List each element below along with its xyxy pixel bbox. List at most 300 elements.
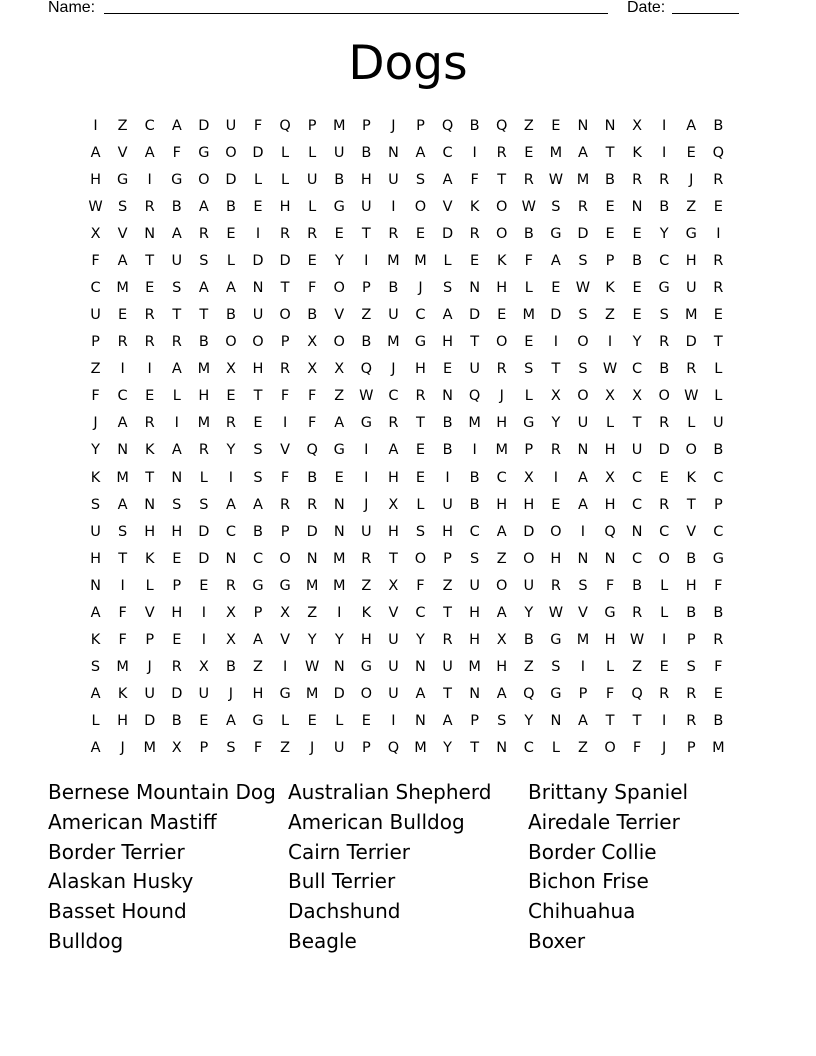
grid-letter: T — [443, 604, 452, 621]
grid-letter: E — [415, 442, 426, 459]
grid-letter: S — [118, 523, 128, 540]
grid-letter: D — [252, 144, 264, 161]
grid-letter: D — [171, 686, 183, 703]
grid-letter: V — [117, 144, 128, 161]
grid-letter: K — [632, 144, 642, 161]
grid-letter: L — [281, 171, 290, 188]
grid-letter: W — [304, 659, 320, 676]
grid-letter: S — [470, 550, 480, 567]
grid-letter: E — [632, 225, 642, 242]
grid-letter: W — [359, 388, 374, 405]
grid-letter: O — [685, 442, 697, 459]
grid-letter: E — [199, 577, 209, 594]
grid-letter: E — [605, 198, 615, 215]
grid-letter: M — [576, 171, 590, 188]
grid-letter: O — [496, 577, 508, 594]
grid-letter: V — [334, 307, 345, 324]
word-list-item: Bernese Mountain Dog — [48, 780, 276, 804]
grid-letter: O — [577, 334, 589, 351]
grid-letter: I — [337, 604, 342, 621]
grid-letter: H — [685, 252, 697, 269]
grid-letter: M — [116, 469, 129, 486]
grid-letter: A — [90, 740, 101, 757]
grid-letter: D — [441, 225, 454, 242]
grid-letter: R — [659, 496, 670, 513]
grid-letter: Z — [605, 307, 615, 324]
grid-letter: H — [144, 523, 156, 540]
grid-letter: O — [658, 550, 670, 567]
grid-letter: I — [662, 117, 667, 134]
grid-letter: R — [117, 334, 128, 351]
word-list-item: Bull Terrier — [288, 869, 396, 894]
grid-letter: Q — [523, 686, 535, 703]
grid-letter: Y — [307, 632, 317, 649]
grid-letter: N — [469, 686, 481, 703]
grid-letter: I — [662, 713, 667, 730]
word-list-item: Cairn Terrier — [288, 839, 410, 864]
word-list-item: Border Collie — [528, 839, 657, 864]
grid-letter: M — [197, 415, 211, 432]
grid-letter: F — [253, 740, 263, 757]
grid-letter: U — [225, 117, 237, 134]
grid-letter: I — [662, 632, 667, 649]
grid-letter: C — [523, 740, 534, 757]
name-label: Name: — [48, 0, 96, 16]
grid-letter: E — [497, 307, 507, 324]
grid-letter: I — [391, 198, 396, 215]
grid-letter: N — [631, 523, 643, 540]
grid-letter: R — [307, 225, 318, 242]
grid-letter: B — [686, 550, 697, 567]
grid-letter: B — [361, 144, 372, 161]
grid-letter: D — [225, 171, 237, 188]
grid-letter: W — [88, 198, 103, 215]
grid-letter: R — [496, 361, 507, 378]
grid-letter: Z — [361, 577, 372, 594]
grid-letter: R — [361, 550, 372, 567]
grid-letter: E — [226, 225, 236, 242]
grid-letter: R — [469, 225, 480, 242]
grid-letter: N — [144, 225, 156, 242]
grid-letter: R — [388, 225, 399, 242]
word-list-item: Beagle — [288, 928, 357, 953]
grid-letter: N — [469, 280, 481, 296]
grid-letter: U — [388, 659, 399, 676]
grid-letter: Q — [279, 117, 291, 134]
grid-letter: G — [523, 415, 535, 432]
grid-letter: W — [575, 280, 591, 296]
grid-letter: R — [144, 307, 155, 324]
grid-letter: I — [662, 144, 667, 161]
grid-letter: C — [117, 388, 128, 405]
grid-letter: H — [90, 171, 101, 188]
grid-letter: C — [415, 604, 426, 621]
grid-letter: G — [198, 144, 210, 161]
grid-letter: N — [306, 550, 318, 567]
grid-letter: R — [198, 442, 209, 459]
grid-letter: T — [713, 334, 723, 351]
grid-letter: S — [172, 496, 182, 513]
grid-letter: D — [523, 523, 535, 540]
grid-letter: I — [553, 334, 558, 351]
grid-letter: O — [550, 523, 562, 540]
word-list-item: Bulldog — [48, 928, 124, 953]
grid-letter: Z — [523, 117, 534, 134]
grid-letter: E — [172, 550, 182, 567]
grid-letter: A — [198, 198, 209, 215]
grid-letter: U — [442, 659, 453, 676]
grid-letter: O — [577, 388, 589, 405]
grid-letter: H — [279, 198, 291, 215]
grid-letter: J — [120, 740, 125, 757]
grid-letter: T — [605, 713, 615, 730]
grid-letter: P — [524, 442, 534, 459]
grid-letter: B — [388, 280, 399, 296]
grid-letter: L — [714, 388, 723, 405]
grid-letter: C — [659, 252, 670, 269]
grid-letter: N — [442, 388, 453, 405]
grid-letter: F — [714, 659, 723, 676]
grid-letter: H — [604, 442, 616, 459]
grid-letter: E — [118, 307, 128, 324]
grid-letter: R — [225, 415, 236, 432]
grid-letter: N — [631, 198, 643, 215]
grid-letter: H — [496, 496, 508, 513]
grid-letter: A — [117, 496, 128, 513]
grid-letter: O — [225, 144, 237, 161]
grid-letter: G — [685, 225, 697, 242]
grid-letter: L — [145, 577, 154, 594]
grid-letter: I — [472, 442, 477, 459]
grid-letter: V — [686, 523, 697, 540]
grid-letter: C — [632, 469, 643, 486]
grid-letter: Z — [334, 388, 345, 405]
grid-letter: K — [361, 604, 372, 621]
grid-letter: D — [279, 252, 291, 269]
grid-letter: I — [580, 523, 586, 540]
grid-letter: F — [280, 388, 290, 405]
grid-letter: E — [145, 388, 155, 405]
grid-letter: I — [255, 225, 261, 242]
grid-letter: N — [90, 577, 101, 594]
grid-letter: S — [415, 171, 426, 188]
grid-letter: L — [416, 496, 425, 513]
grid-letter: Y — [334, 252, 344, 269]
grid-letter: A — [117, 252, 128, 269]
grid-letter: X — [225, 632, 236, 649]
grid-letter: H — [442, 334, 453, 351]
grid-letter: Z — [523, 659, 534, 676]
grid-letter: M — [332, 577, 346, 594]
grid-letter: N — [333, 523, 345, 540]
grid-letter: C — [225, 523, 236, 540]
grid-letter: C — [632, 496, 643, 513]
grid-letter: U — [631, 442, 643, 459]
grid-letter: R — [523, 171, 534, 188]
grid-letter: T — [686, 496, 696, 513]
grid-letter: T — [416, 415, 425, 432]
grid-letter: U — [577, 415, 589, 432]
grid-letter: X — [605, 388, 615, 405]
grid-letter: P — [91, 334, 100, 351]
grid-letter: U — [361, 198, 372, 215]
grid-letter: A — [198, 280, 209, 296]
grid-letter: M — [116, 659, 129, 676]
grid-letter: M — [305, 577, 319, 594]
grid-letter: R — [496, 144, 507, 161]
grid-letter: K — [117, 686, 128, 703]
grid-letter: Z — [117, 117, 128, 134]
grid-letter: E — [713, 686, 723, 703]
grid-letter: I — [580, 659, 586, 676]
grid-letter: A — [225, 280, 236, 296]
grid-letter: L — [605, 659, 615, 676]
page-title: Dogs — [348, 36, 468, 91]
grid-letter: B — [334, 171, 345, 188]
grid-letter: H — [523, 496, 535, 513]
grid-letter: M — [522, 307, 536, 324]
grid-letter: X — [198, 659, 209, 676]
grid-letter: P — [361, 280, 371, 296]
grid-letter: O — [414, 198, 427, 215]
grid-letter: W — [521, 198, 536, 215]
grid-letter: B — [442, 415, 453, 432]
word-list-item: Chihuahua — [528, 899, 636, 924]
grid-letter: I — [201, 632, 206, 649]
grid-letter: G — [360, 415, 372, 432]
grid-letter: C — [659, 523, 670, 540]
word-list — [48, 778, 788, 957]
grid-letter: I — [445, 469, 450, 486]
grid-letter: R — [659, 171, 670, 188]
grid-letter: P — [199, 740, 209, 757]
grid-letter: I — [607, 334, 613, 351]
grid-letter: B — [605, 171, 615, 188]
grid-letter: L — [281, 144, 290, 161]
grid-letter: B — [171, 198, 182, 215]
grid-letter: A — [388, 442, 399, 459]
grid-letter: L — [687, 415, 696, 432]
grid-letter: W — [684, 388, 699, 405]
grid-letter: I — [120, 361, 125, 378]
grid-letter: H — [550, 550, 562, 567]
grid-letter: Y — [632, 334, 642, 351]
grid-letter: O — [279, 307, 291, 324]
grid-letter: F — [118, 604, 127, 621]
grid-letter: D — [252, 252, 264, 269]
word-list-item: Basset Hound — [48, 899, 187, 924]
grid-letter: U — [198, 686, 210, 703]
grid-letter: T — [551, 361, 561, 378]
grid-letter: Y — [659, 225, 669, 242]
grid-letter: G — [252, 577, 264, 594]
grid-letter: O — [658, 388, 670, 405]
grid-letter: B — [442, 442, 453, 459]
grid-letter: L — [443, 252, 452, 269]
grid-letter: W — [629, 632, 645, 649]
grid-letter: U — [469, 577, 480, 594]
grid-letter: I — [120, 577, 125, 594]
grid-letter: T — [280, 280, 290, 296]
grid-letter: X — [388, 577, 399, 594]
grid-letter: S — [226, 740, 236, 757]
grid-letter: G — [333, 442, 345, 459]
grid-letter: R — [144, 334, 155, 351]
grid-letter: K — [90, 469, 101, 486]
grid-letter: H — [360, 171, 372, 188]
grid-letter: R — [442, 632, 453, 649]
word-list-item: American Mastiff — [48, 809, 217, 834]
grid-letter: L — [308, 144, 317, 161]
grid-letter: K — [469, 198, 480, 215]
grid-letter: R — [713, 171, 724, 188]
grid-letter: B — [225, 307, 236, 324]
grid-letter: O — [225, 334, 237, 351]
grid-letter: J — [689, 171, 694, 188]
grid-letter: S — [578, 361, 588, 378]
grid-letter: E — [307, 713, 317, 730]
grid-letter: A — [496, 523, 507, 540]
grid-letter: P — [470, 713, 479, 730]
grid-letter: E — [253, 415, 263, 432]
grid-letter: V — [577, 604, 588, 621]
grid-letter: A — [144, 144, 155, 161]
grid-letter: B — [198, 334, 209, 351]
grid-letter: M — [387, 334, 400, 351]
name-blank-line — [104, 13, 608, 14]
grid-letter: B — [632, 577, 643, 594]
word-list-item: American Bulldog — [288, 809, 465, 834]
grid-letter: D — [550, 307, 562, 324]
grid-letter: P — [172, 577, 182, 594]
grid-letter: S — [551, 198, 561, 215]
grid-letter: M — [576, 632, 590, 649]
grid-letter: U — [713, 415, 724, 432]
grid-letter: T — [145, 469, 155, 486]
grid-letter: I — [282, 415, 288, 432]
grid-letter: L — [226, 252, 235, 269]
grid-letter: Y — [416, 632, 425, 649]
grid-letter: K — [90, 632, 101, 649]
grid-letter: O — [360, 686, 373, 703]
grid-letter: A — [686, 117, 697, 134]
grid-letter: U — [388, 632, 399, 649]
grid-letter: R — [280, 361, 291, 378]
grid-letter: B — [523, 225, 534, 242]
date-label: Date: — [627, 0, 666, 16]
grid-letter: R — [577, 198, 588, 215]
grid-letter: X — [632, 117, 643, 134]
grid-letter: E — [470, 252, 480, 269]
grid-letter: X — [90, 225, 101, 242]
grid-letter: I — [364, 442, 369, 459]
grid-letter: F — [118, 632, 127, 649]
grid-letter: H — [604, 496, 616, 513]
grid-letter: I — [93, 117, 98, 134]
grid-letter: B — [659, 361, 670, 378]
grid-letter: A — [577, 496, 588, 513]
grid-letter: X — [523, 469, 534, 486]
word-list-item: Border Terrier — [48, 839, 185, 864]
grid-letter: R — [198, 225, 209, 242]
grid-letter: U — [469, 361, 480, 378]
grid-letter: T — [443, 686, 452, 703]
grid-letter: F — [91, 252, 100, 269]
grid-letter: H — [496, 280, 508, 296]
grid-letter: B — [713, 713, 724, 730]
grid-letter: D — [658, 442, 670, 459]
grid-letter: P — [605, 252, 615, 269]
grid-letter: D — [144, 713, 156, 730]
grid-letter: W — [548, 604, 564, 621]
grid-letter: Q — [441, 117, 454, 134]
grid-letter: B — [225, 659, 236, 676]
grid-letter: O — [604, 740, 616, 757]
grid-letter: P — [361, 740, 371, 757]
grid-letter: L — [281, 713, 290, 730]
grid-letter: L — [335, 713, 344, 730]
grid-letter: C — [388, 388, 399, 405]
grid-letter: P — [578, 686, 588, 703]
grid-letter: S — [415, 523, 426, 540]
grid-letter: N — [415, 659, 426, 676]
grid-letter: R — [171, 659, 182, 676]
grid-letter: G — [360, 659, 372, 676]
grid-letter: R — [550, 442, 561, 459]
grid-letter: A — [90, 144, 101, 161]
grid-letter: G — [550, 686, 562, 703]
grid-letter: B — [523, 632, 534, 649]
grid-letter: O — [414, 550, 427, 567]
grid-letter: Z — [632, 659, 643, 676]
grid-letter: J — [310, 740, 315, 757]
grid-letter: A — [171, 361, 182, 378]
grid-letter: R — [686, 361, 697, 378]
grid-letter: V — [388, 604, 399, 621]
grid-letter: S — [497, 713, 507, 730]
grid-letter: I — [201, 604, 206, 621]
grid-letter: X — [632, 388, 643, 405]
grid-letter: R — [144, 415, 155, 432]
grid-letter: R — [686, 713, 697, 730]
grid-letter: U — [333, 740, 345, 757]
grid-letter: U — [523, 577, 535, 594]
grid-letter: N — [333, 659, 345, 676]
grid-letter: P — [713, 496, 723, 513]
grid-letter: P — [280, 523, 290, 540]
grid-letter: L — [199, 469, 208, 486]
grid-letter: B — [253, 523, 263, 540]
grid-letter: O — [496, 198, 508, 215]
grid-letter: V — [442, 198, 453, 215]
grid-letter: J — [364, 496, 369, 513]
grid-letter: N — [604, 550, 616, 567]
grid-letter: C — [415, 307, 426, 324]
grid-letter: H — [496, 415, 508, 432]
grid-letter: X — [225, 361, 236, 378]
grid-letter: U — [388, 307, 399, 324]
grid-letter: H — [90, 550, 101, 567]
grid-letter: H — [252, 686, 264, 703]
grid-letter: F — [470, 171, 479, 188]
grid-letter: A — [496, 604, 507, 621]
grid-letter: H — [360, 632, 372, 649]
grid-letter: Z — [253, 659, 263, 676]
grid-letter: H — [171, 604, 183, 621]
grid-letter: R — [713, 280, 724, 296]
grid-letter: J — [391, 361, 396, 378]
grid-letter: N — [144, 496, 156, 513]
